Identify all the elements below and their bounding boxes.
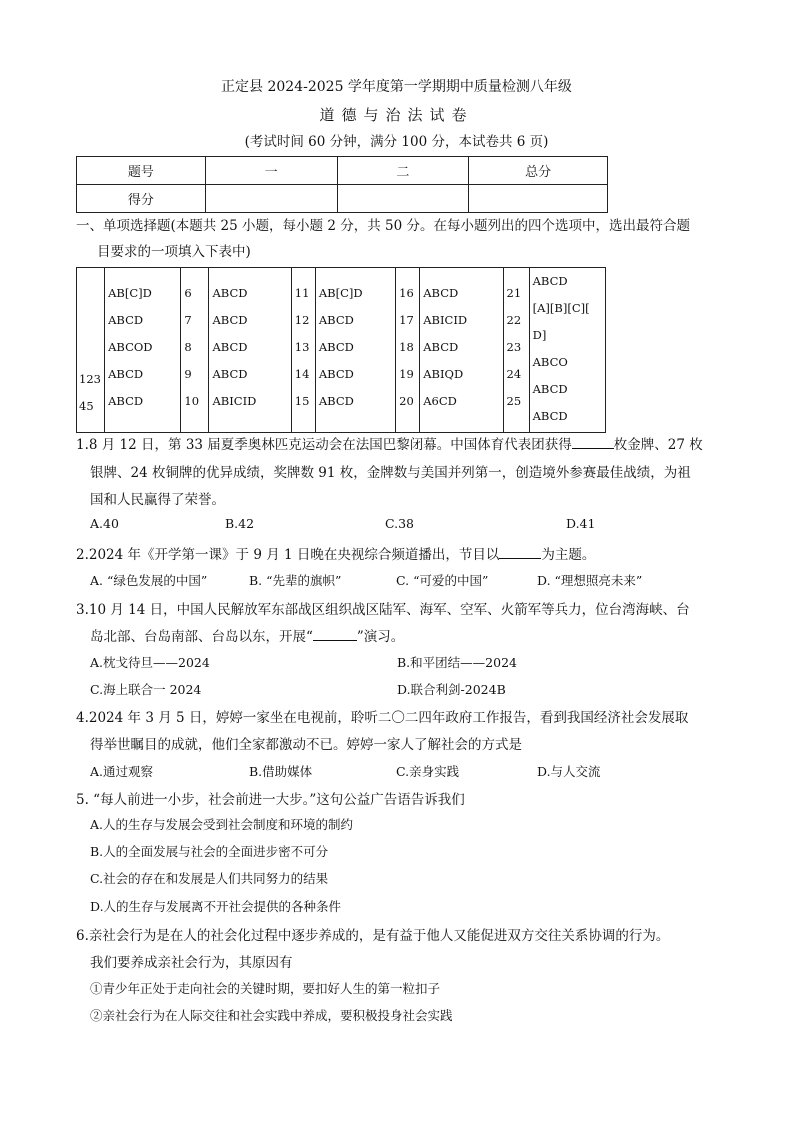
question-3-text-cont: ”演习。 [356,629,405,645]
answer-number: 8 [184,340,192,354]
answer-number: 12 [294,313,310,327]
answer-number: 123 [79,372,101,386]
answer-option[interactable]: ABCD [108,394,144,408]
answer-number: 20 [399,394,414,408]
question-1-text: 1.8 月 12 日，第 33 届夏季奥林匹克运动会在法国巴黎闭幕。中国体育代表团获得 [76,437,572,453]
answer-blank[interactable] [572,447,614,449]
question-6-item-2: ②亲社会行为在人际交往和社会实践中养成，要积极投身社会实践 [90,1008,453,1023]
score-input-cell[interactable] [469,185,608,213]
answer-number: 6 [184,286,192,300]
question-4-line: 得举世瞩目的成就，他们全家都激动不已。婷婷一家人了解社会的方式是 [90,737,522,753]
answer-option[interactable]: A6CD [423,394,457,408]
answer-number: 14 [294,367,310,381]
question-2-option-a[interactable]: A. “绿色发展的中国” [90,573,208,588]
answer-number: 7 [184,313,192,327]
answer-number: 17 [399,313,414,327]
question-1-option-a[interactable]: A.40 [90,516,119,531]
score-input-cell[interactable] [205,185,337,213]
answer-option[interactable]: ABCD [318,340,354,354]
score-table [76,156,608,213]
score-cell: 一 [205,157,337,185]
answer-option[interactable]: ABCD [423,340,459,354]
answer-option[interactable]: ABCD [212,340,248,354]
question-1-option-c[interactable]: C.38 [385,516,414,531]
answer-option[interactable]: ABCD [532,382,568,396]
question-3-line [90,625,404,645]
answer-option[interactable]: ABCD [212,367,248,381]
exam-note: (考试时间 60 分钟，满分 100 分，本试卷共 6 页) [244,134,549,150]
answer-blank[interactable] [313,639,357,641]
answer-table [76,267,606,433]
answer-col-options [315,268,395,433]
answer-col-numbers [181,268,209,433]
answer-option[interactable]: ABCD [423,286,459,300]
question-6-line: 我们要养成亲社会行为，其原因有 [90,955,293,971]
question-1-text-cont: 枚金牌、27 枚 [613,437,703,453]
score-cell: 得分 [77,185,206,213]
score-cell: 题号 [77,157,206,185]
question-4-line: 4.2024 年 3 月 5 日，婷婷一家坐在电视前，聆听二〇二四年政府工作报告，看到我国经济社会发展取 [76,710,689,726]
answer-number: 22 [506,313,522,327]
answer-col-options [209,268,291,433]
question-3-line: 3.10 月 14 日，中国人民解放军东部战区组织战区陆军、海军、空军、火箭军等兵力，位台湾海峡、台 [76,602,690,618]
answer-option[interactable]: AB[C]D [318,286,363,300]
answer-blank[interactable] [499,557,541,559]
answer-option[interactable]: D] [532,328,547,342]
score-input-cell[interactable] [337,185,469,213]
question-2-option-d[interactable]: D. “理想照亮未来” [537,573,643,588]
answer-number: 19 [399,367,414,381]
answer-number: 23 [506,340,522,354]
score-table-row [77,157,608,185]
answer-col-numbers [503,268,529,433]
answer-option[interactable]: ABIQD [423,367,464,381]
section-heading-cont: 目要求的一项填入下表中) [97,244,251,260]
answer-number: 15 [294,394,310,408]
score-cell: 二 [337,157,469,185]
answer-number: 25 [506,394,522,408]
question-1-option-d[interactable]: D.41 [566,516,596,531]
answer-col-options [529,268,605,433]
score-cell: 总分 [469,157,608,185]
question-5-option-d[interactable]: D.人的生存与发展离不开社会提供的各种条件 [90,899,342,914]
question-5-option-b[interactable]: B.人的全面发展与社会的全面进步密不可分 [90,844,329,859]
question-2-text: 2.2024 年《开学第一课》于 9 月 1 日晚在央视综合频道播出，节目以 [76,547,500,563]
answer-option[interactable]: ABCD [532,409,568,423]
question-4-option-c[interactable]: C.亲身实践 [396,764,460,779]
question-4-option-b[interactable]: B.借助媒体 [249,764,313,779]
answer-col-numbers [77,268,105,433]
answer-option[interactable]: ABCOD [108,340,153,354]
answer-option[interactable]: ABCD [318,394,354,408]
answer-option[interactable]: ABCD [212,313,248,327]
answer-option[interactable]: ABCD [532,274,568,288]
answer-option[interactable]: AB[C]D [108,286,152,300]
question-3-option-a[interactable]: A.枕戈待旦——2024 [90,655,210,670]
answer-option[interactable]: [A][B][C][ [532,301,590,315]
answer-table-row [77,268,606,433]
answer-option[interactable]: ABCD [318,367,354,381]
question-4-option-a[interactable]: A.通过观察 [90,764,154,779]
answer-number: 16 [399,286,414,300]
answer-option[interactable]: ABCD [212,286,248,300]
question-2-line [76,543,595,563]
question-3-option-b[interactable]: B.和平团结——2024 [397,655,517,670]
answer-option[interactable]: ABCO [532,355,568,369]
answer-number: 9 [184,367,192,381]
answer-option[interactable]: ABICID [212,394,257,408]
exam-subject: 道德与治法试卷 [319,106,474,124]
answer-number: 24 [506,367,522,381]
question-1-line: 国和人民赢得了荣誉。 [90,492,225,508]
answer-number: 18 [399,340,414,354]
answer-number: 11 [294,286,310,300]
question-5-line: 5. “每人前进一小步，社会前进一大步。”这句公益广告语告诉我们 [76,792,465,808]
answer-option[interactable]: ABCD [108,313,144,327]
answer-option[interactable]: ABCD [318,313,354,327]
question-2-text-cont: 为主题。 [541,547,596,563]
question-3-text: 岛北部、台岛南部、台岛以东，开展“ [90,629,313,645]
question-6-item-1: ①青少年正处于走向社会的关键时期，要扣好人生的第一粒扣子 [90,981,441,996]
answer-col-options [420,268,503,433]
answer-col-options [105,268,181,433]
answer-number: 21 [506,286,522,300]
answer-number: 10 [184,394,200,408]
question-1-line: 银牌、24 枚铜牌的优异成绩，奖牌数 91 枚，金牌数与美国并列第一，创造境外参赛最佳战绩，为祖 [90,465,691,481]
question-3-option-c[interactable]: C.海上联合一 2024 [90,682,202,697]
question-4-option-d[interactable]: D.与人交流 [537,764,601,779]
question-2-option-b[interactable]: B. “先辈的旗帜” [249,573,342,588]
answer-number: 13 [294,340,310,354]
question-5-option-a[interactable]: A.人的生存与发展会受到社会制度和环境的制约 [90,817,354,832]
question-6-line: 6.亲社会行为是在人的社会化过程中逐步养成的，是有益于他人又能促进双方交往关系协调的行为。 [76,928,670,944]
question-1-line [76,433,703,453]
question-3-option-d[interactable]: D.联合利剑-2024B [397,682,506,697]
score-table-row [77,185,608,213]
answer-option[interactable]: ABICID [423,313,468,327]
answer-option[interactable]: ABCD [108,367,144,381]
question-5-option-c[interactable]: C.社会的存在和发展是人们共同努力的结果 [90,871,329,886]
answer-col-numbers [291,268,315,433]
question-1-option-b[interactable]: B.42 [225,516,255,531]
answer-col-numbers [396,268,420,433]
exam-title: 正定县 2024-2025 学年度第一学期期中质量检测八年级 [221,79,572,95]
answer-number: 45 [79,399,94,413]
question-2-option-c[interactable]: C. “可爱的中国” [396,573,489,588]
section-heading: 一、单项选择题(本题共 25 小题，每小题 2 分，共 50 分。在每小题列出的四个选项中，选出最符合题 [76,218,690,234]
